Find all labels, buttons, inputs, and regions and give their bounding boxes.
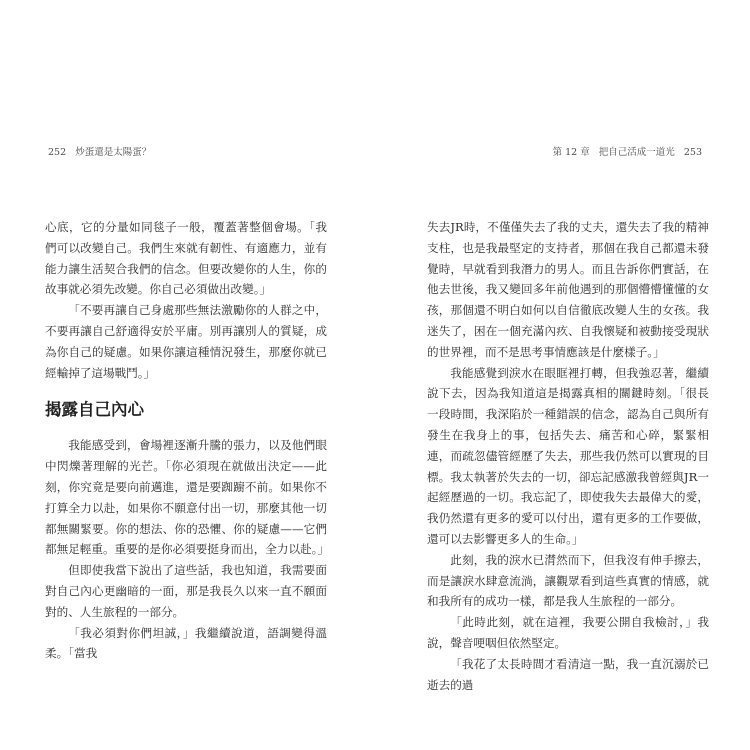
right-page-header — [553, 144, 702, 158]
paragraph: 「此時此刻，就在這裡，我要公開自我檢討，」我說，聲音哽咽但依然堅定。 — [427, 615, 709, 650]
left-page-number: 252 — [48, 147, 67, 158]
left-page-body — [45, 217, 330, 664]
paragraph: 此刻，我的淚水已潸然而下，但我沒有伸手擦去，而是讓淚水肆意流淌，讓觀眾看到這些真實的情感，就和我所有的成功一樣，都是我人生旅程的一部分。 — [427, 552, 709, 609]
paragraph: 「不要再讓自己身處那些無法激勵你的人群之中，不要再讓自己舒適得安於平庸。別再讓別人的質疑，成為你自己的疑慮。如果你讓這種情況發生，那麼你就已經輸掉了這場戰鬥。」 — [45, 303, 327, 380]
book-title: 炒蛋還是太陽蛋？ — [75, 147, 152, 158]
paragraph: 心底，它的分量如同毯子一般，覆蓋著整個會場。「我們可以改變自己。我們生來就有韌性、有適應力，並有能力讓生活契合我們的信念。但要改變你的人生，你的故事就必須先改變。你自己必須做出改變。」 — [45, 220, 327, 297]
paragraph: 我能感受到，會場裡逐漸升騰的張力，以及他們眼中閃爍著理解的光芒。「你必須現在就做出決定——此刻，你究竟是要向前邁進，還是要踟躕不前。如果你不打算全力以赴，如果你不願意付出一切，那麼其他一切都無關緊要。你的想法、你的恐懼、你的疑慮——它們都無足輕重。重要的是你必須要挺身而出，全力以赴。」 — [45, 438, 330, 557]
paragraph: 我能感覺到淚水在眼眶裡打轉，但我強忍著，繼續說下去，因為我知道這是揭露真相的關鍵時刻。「很長一段時間，我深陷於一種錯誤的信念，認為自己與所有發生在我身上的事，包括失去、痛苦和心碎，緊緊相連，而疏忽儘管經歷了失去，那些我仍然可以實現的目標。我太執著於失去的一切，卻忘記感激我曾經與JR一起經歷過的一切。我忘記了，即使我失去最偉大的愛，我仍然還有更多的愛可以付出，還有更多的工作要做，還可以去影響更多人的生命。」 — [427, 365, 709, 546]
right-page-body — [427, 217, 709, 695]
right-page — [375, 0, 750, 750]
paragraph: 但即使我當下說出了這些話，我也知道，我需要面對自己內心更幽暗的一面，那是我長久以來一直不願面對的、人生旅程的一部分。 — [45, 563, 327, 619]
paragraph: 「我必須對你們坦誠，」我繼續說道，語調變得溫柔。「當我 — [45, 625, 327, 661]
paragraph: 「我花了太長時間才看清這一點，我一直沉溺於已逝去的過 — [427, 656, 709, 692]
right-page-number: 253 — [683, 147, 702, 158]
chapter-title: 把自己活成一道光 — [598, 147, 675, 158]
chapter-number: 第 12 章 — [552, 147, 590, 158]
section-heading: 揭露自己內心 — [45, 400, 144, 420]
left-page-header — [48, 144, 151, 158]
paragraph: 失去JR時，不僅僅失去了我的丈夫，還失去了我的精神支柱，也是我最堅定的支持者，那個在我自己都還未發覺時，早就看到我潛力的男人。而且告訴你們實話，在他去世後，我又變回多年前他遇到的那個懵懵懂懂的女孩，那個還不明白如何以自信徹底改變人生的女孩。我迷失了，困在一個充滿內疚、自我懷疑和被動接受現狀的世界裡，而不是思考事情應該是什麼樣子。」 — [427, 220, 709, 359]
